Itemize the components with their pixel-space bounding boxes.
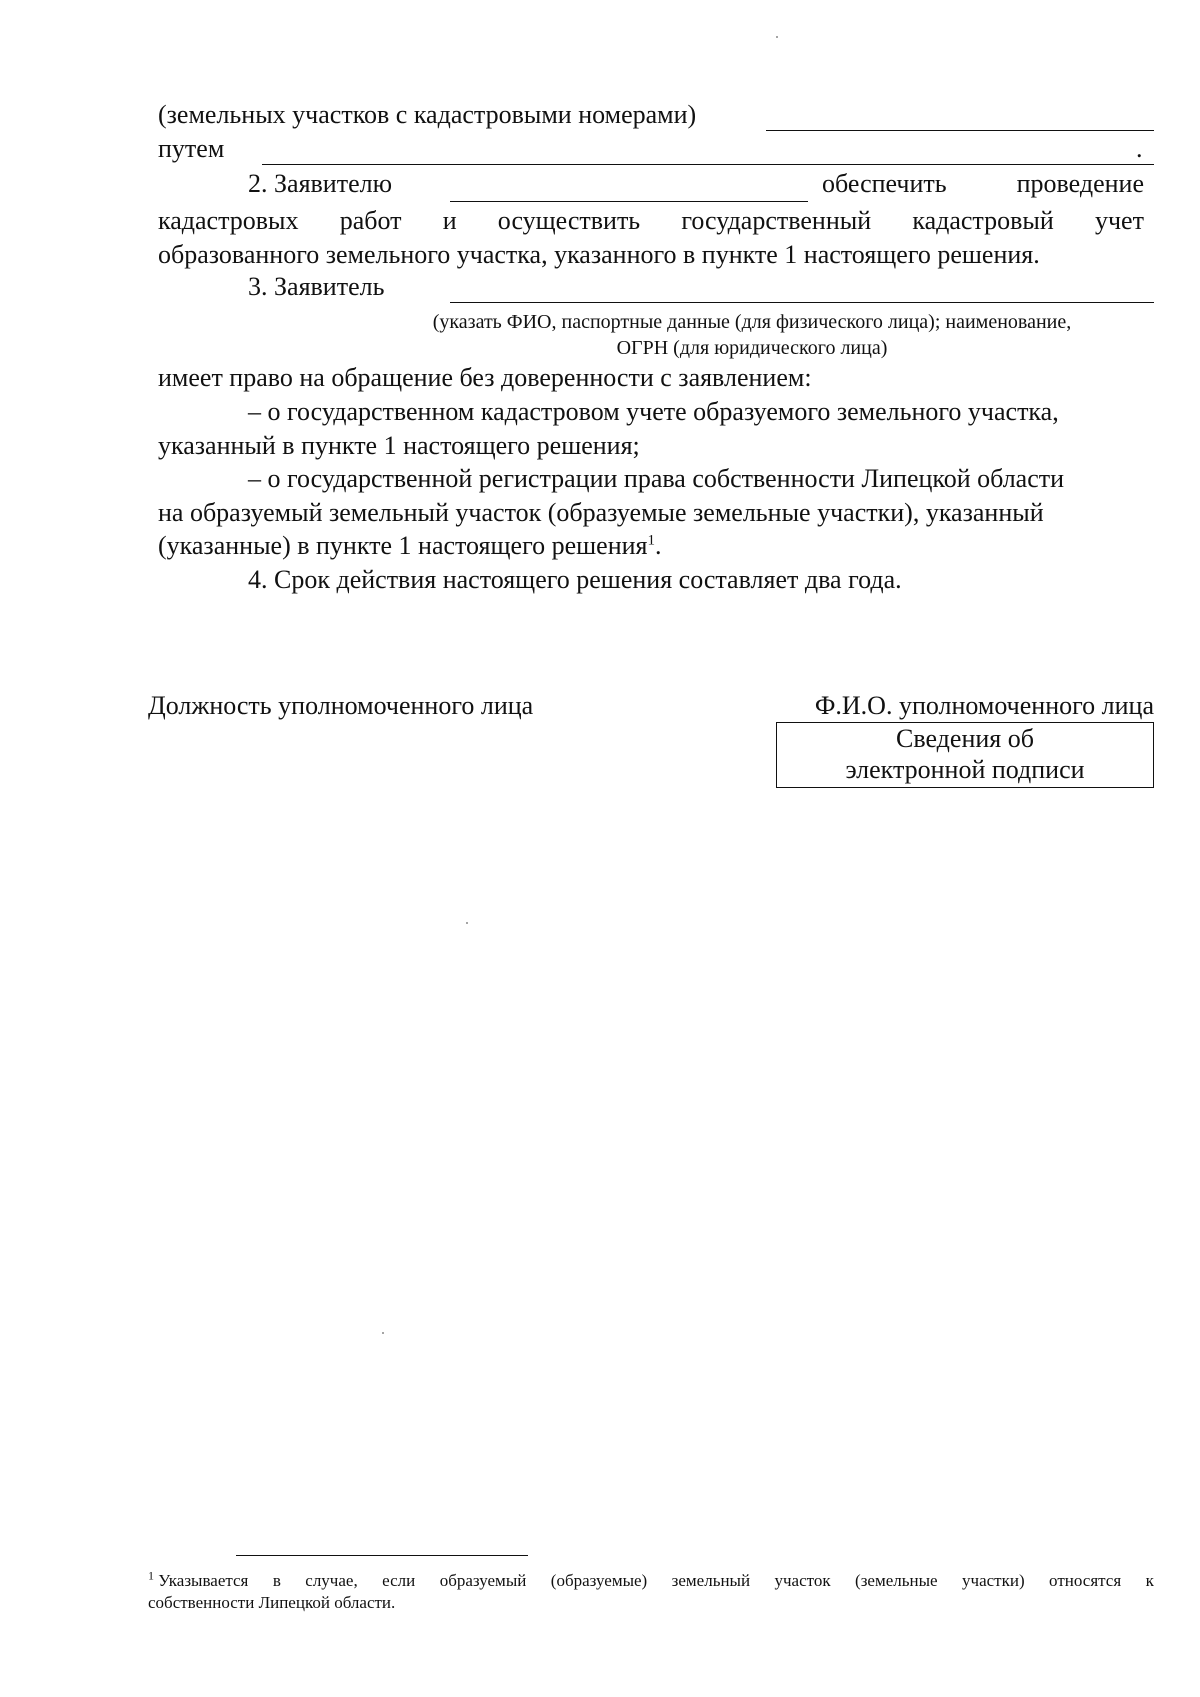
footnote-line2: собственности Липецкой области. xyxy=(148,1593,396,1612)
item2-word: и xyxy=(442,206,457,235)
item2-word: кадастровых xyxy=(158,206,299,235)
item3-start: 3. Заявитель xyxy=(248,272,385,301)
item2-word-obespechit: обеспечить xyxy=(822,169,947,198)
item3-bullet2-line2: на образуемый земельный участок (образуемые земельные участки), указанный xyxy=(158,498,1044,527)
item3-bullet2-period: . xyxy=(654,531,662,560)
cadastral-numbers-blank xyxy=(766,130,1154,131)
footnote-word: относятся xyxy=(1049,1571,1122,1590)
item2-word: государственный xyxy=(681,206,872,235)
item3-bullet1-line2: указанный в пункте 1 настоящего решения; xyxy=(158,431,640,460)
item3-bullet2-line1: – о государственной регистрации права собственности Липецкой области xyxy=(248,464,1065,493)
footnote-word: в xyxy=(272,1571,281,1590)
item2-word: учет xyxy=(1094,206,1144,235)
item2-word: осуществить xyxy=(497,206,641,235)
item4-line: 4. Срок действия настоящего решения составляет два года. xyxy=(248,565,902,594)
item2-first-line-tail xyxy=(822,168,1144,200)
item2-word: кадастровый xyxy=(912,206,1054,235)
item3-bullet2-text: (указанные) в пункте 1 настоящего решения xyxy=(158,531,648,560)
footnote-word: Указывается xyxy=(158,1571,249,1590)
footnote-word: земельный xyxy=(671,1571,751,1590)
electronic-signature-box xyxy=(776,722,1154,788)
footnote-first-word xyxy=(148,1570,248,1592)
item2-third-line: образованного земельного участка, указанного в пункте 1 настоящего решения. xyxy=(158,240,1040,269)
item3-applicant-blank xyxy=(450,302,1154,303)
footnote-word: участки) xyxy=(962,1571,1025,1590)
footnote xyxy=(148,1570,1154,1614)
item2-word: работ xyxy=(339,206,402,235)
footnote-word: (земельные xyxy=(855,1571,938,1590)
item2-word-provedenie: проведение xyxy=(1016,169,1144,198)
footnote-separator xyxy=(236,1555,528,1556)
putem-period: . xyxy=(1136,134,1143,163)
footnote-word: (образуемые) xyxy=(550,1571,648,1590)
item3-bullet1-line1: – о государственном кадастровом учете образуемого земельного участка, xyxy=(248,397,1059,426)
item3-bullet2-line3 xyxy=(158,530,661,562)
item3-hint-line2: ОГРН (для юридического лица) xyxy=(616,337,888,359)
footnote-word: к xyxy=(1145,1571,1154,1590)
footnote-word: если xyxy=(382,1571,416,1590)
cadastral-numbers-line: (земельных участков с кадастровыми номерами) xyxy=(158,100,697,129)
footnote-line1 xyxy=(148,1570,1154,1592)
footnote-marker: 1 xyxy=(148,1568,154,1583)
item2-second-line xyxy=(158,205,1144,237)
putem-blank xyxy=(262,164,1154,165)
footnote-reference: 1 xyxy=(647,532,655,549)
item2-applicant-blank xyxy=(450,201,808,202)
scan-speck xyxy=(382,1332,384,1334)
item3-hint-line1: (указать ФИО, паспортные данные (для физического лица); наименование, xyxy=(432,311,1072,333)
putem-label: путем xyxy=(158,134,225,163)
signature-box-line1: Сведения об xyxy=(896,724,1034,753)
scan-speck xyxy=(466,922,468,924)
footnote-word: участок xyxy=(774,1571,831,1590)
signature-box-line2: электронной подписи xyxy=(845,755,1085,784)
item2-start: 2. Заявителю xyxy=(248,169,393,198)
footnote-word: образуемый xyxy=(439,1571,527,1590)
footnote-word: случае, xyxy=(305,1571,358,1590)
position-label: Должность уполномоченного лица xyxy=(148,691,534,720)
name-label: Ф.И.О. уполномоченного лица xyxy=(814,691,1154,720)
scan-speck xyxy=(776,36,778,38)
item3-right-line: имеет право на обращение без доверенности с заявлением: xyxy=(158,363,812,392)
